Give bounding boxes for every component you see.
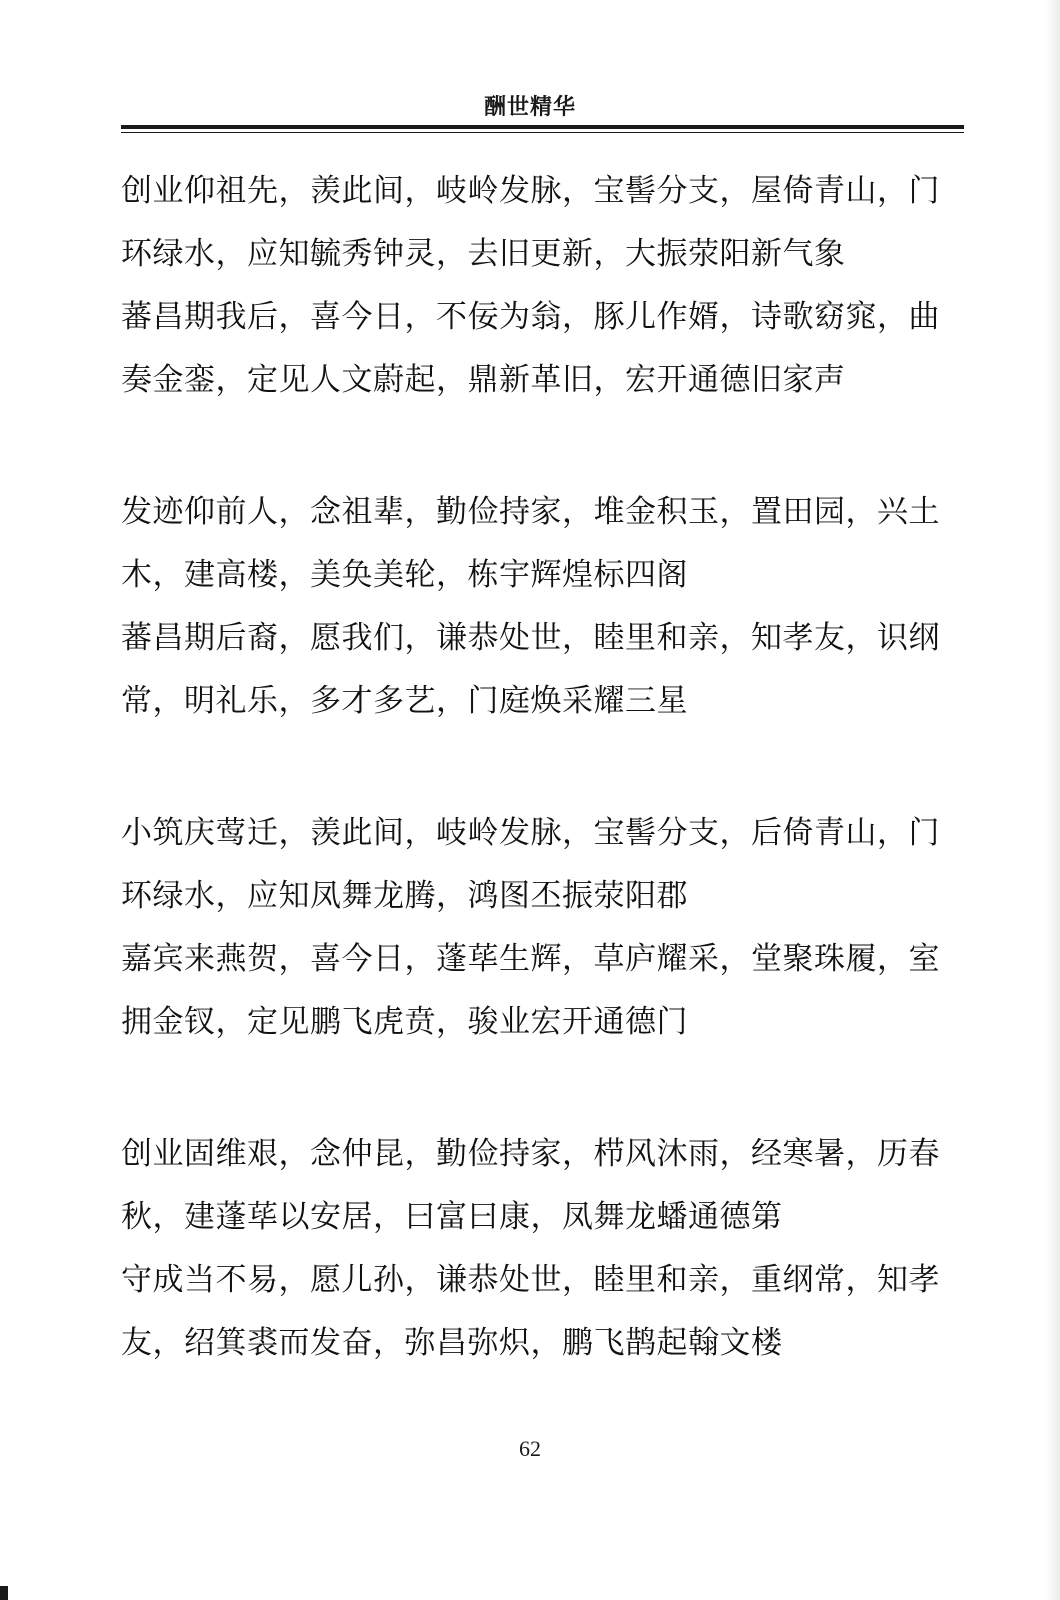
scan-edge-shadow	[1046, 0, 1060, 1600]
couplet-line: 创业固维艰，念仲昆，勤俭持家，栉风沐雨，经寒暑，历春秋，建蓬荜以安居，曰富曰康，凤舞龙蟠通德第	[121, 1136, 940, 1235]
couplet-stanza-3	[121, 802, 964, 1054]
header-rule-thin	[121, 132, 964, 133]
couplet-stanza-1	[121, 160, 964, 412]
body-text	[121, 160, 964, 1444]
couplet-stanza-4	[121, 1123, 964, 1375]
header-rule-thick	[121, 125, 964, 129]
couplet-line: 蕃昌期我后，喜今日，不佞为翁，豚儿作婿，诗歌窈窕，曲奏金銮，定见人文蔚起，鼎新革旧，宏开通德旧家声	[121, 299, 940, 398]
couplet-line: 蕃昌期后裔，愿我们，谦恭处世，睦里和亲，知孝友，识纲常，明礼乐，多才多艺，门庭焕采耀三星	[121, 620, 940, 719]
couplet-line: 小筑庆莺迁，羡此间，岐岭发脉，宝髻分支，后倚青山，门环绿水，应知凤舞龙腾，鸿图丕振荥阳郡	[121, 815, 940, 914]
page-number: 62	[519, 1436, 541, 1461]
couplet-line: 嘉宾来燕贺，喜今日，蓬荜生辉，草庐耀采，堂聚珠履，室拥金钗，定见鹏飞虎贲，骏业宏开通德门	[121, 941, 940, 1040]
couplet-line: 发迹仰前人，念祖辈，勤俭持家，堆金积玉，置田园，兴土木，建高楼，美奂美轮，栋宇辉煌标四阁	[121, 494, 940, 593]
couplet-stanza-2	[121, 481, 964, 733]
running-title: 酬世精华	[483, 95, 576, 120]
couplet-line: 创业仰祖先，羡此间，岐岭发脉，宝髻分支，屋倚青山，门环绿水，应知毓秀钟灵，去旧更新，大振荥阳新气象	[121, 173, 940, 272]
scan-corner-mark	[0, 1586, 8, 1600]
couplet-line: 守成当不易，愿儿孙，谦恭处世，睦里和亲，重纲常，知孝友，绍箕裘而发奋，弥昌弥炽，鹏飞鹊起翰文楼	[121, 1262, 940, 1361]
